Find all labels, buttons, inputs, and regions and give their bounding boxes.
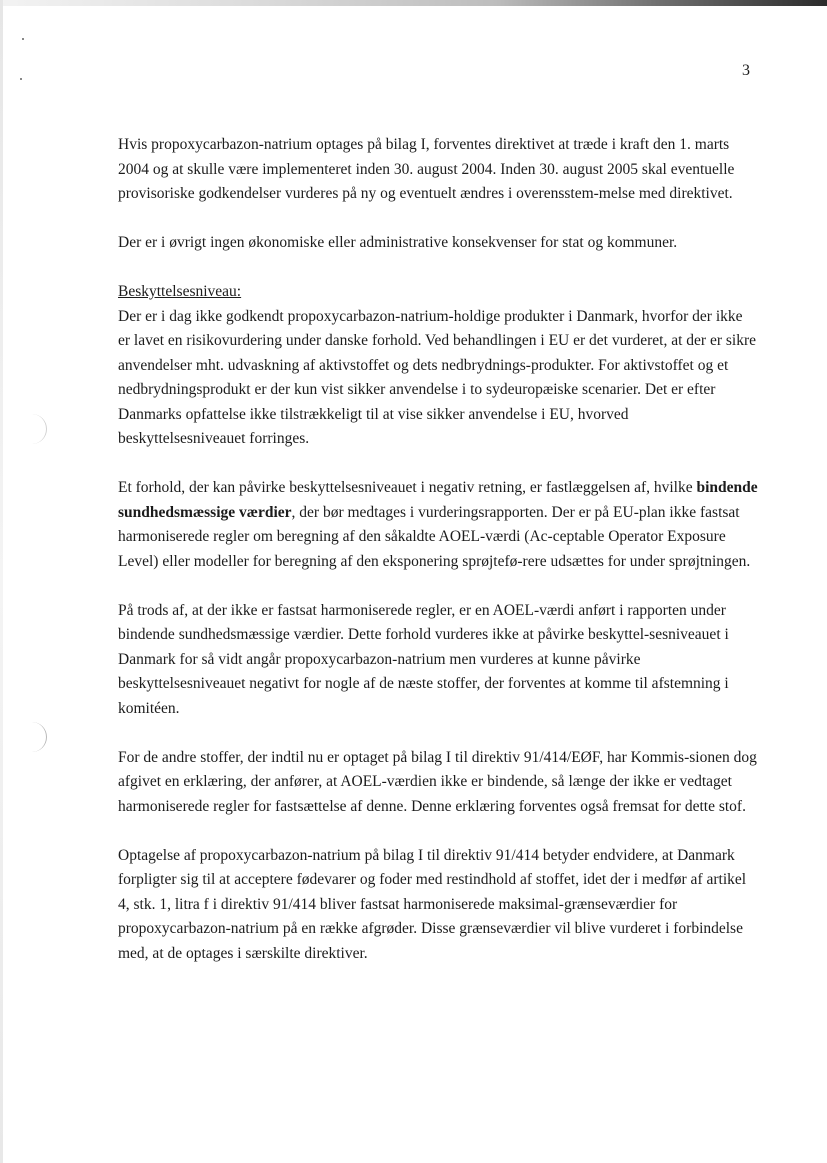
scan-edge-top [0,0,827,6]
text-fragment: , der bør medtages i vurderingsrapporten. Der er på EU-plan ikke fastsat harmoniserede regler om beregning af den såkaldte AOEL-værdi (Ac-ceptable Operator Exposure Level) eller modeller for beregning af den eksponering sprøjtefø-rere udsættes for under sprøjtningen. [118,503,751,570]
scan-speck [20,78,22,80]
paragraph-aoel: På trods af, at der ikke er fastsat harmoniserede regler, er en AOEL-værdi anført i rapporten under bindende sundhedsmæssige værdier. Dette forhold vurderes ikke at påvirke beskyttel-sesniveauet i Danmark for så vidt angår propoxycarbazon-natrium men vurderes at kunne påvirke beskyttelsesniveauet negativt for nogle af de næste stoffer, der forventes at komme til afstemning i komitéen. [118,601,729,717]
punch-hole-mark [30,414,47,444]
paragraph-risk-assessment: Der er i dag ikke godkendt propoxycarbazon-natrium-holdige produkter i Danmark, hvorfor der ikke er lavet en risikovurdering under danske forhold. Ved behandlingen i EU er det vurderet, at der er sikre anvendelser mht. udvaskning af aktivstoffet og dets nedbrydnings-produkter. For aktivstoffet og et nedbrydningsprodukt er der kun vist sikker anvendelse i to sydeuropæiske scenarier. Det er efter Danmarks opfattelse ikke tilstrækkeligt til at vise sikker anvendelse i EU, hvorved beskyttelsesniveauet forringes. [118,307,757,447]
scan-edge-left [0,0,3,1163]
paragraph-residue-limits: Optagelse af propoxycarbazon-natrium på bilag I til direktiv 91/414 betyder endvidere, at Danmark forpligter sig til at acceptere fødevarer og foder med restindhold af stoffet, idet der i medfør af artikel 4, stk. 1, litra f i direktiv 91/414 bliver fastsat harmoniserede maksimal-grænseværdier for propoxycarbazon-natrium på en række afgrøder. Disse grænseværdier vil blive vurderet i forbindelse med, at de optages i særskilte direktiver. [118,846,747,962]
bold-term: bindende sundhedsmæssige værdier [118,479,758,521]
paragraph-consequences: Der er i øvrigt ingen økonomiske eller administrative konsekvenser for stat og kommuner. [118,234,678,251]
paragraph-health-values [118,476,758,574]
paragraph-implementation: Hvis propoxycarbazon-natrium optages på bilag I, forventes direktivet at træde i kraft den 1. marts 2004 og at skulle være implementeret inden 30. august 2004. Inden 30. august 2005 skal eventuelle provisoriske godkendelser vurderes på ny og eventuelt ændres i overensstem-melse med direktivet. [118,136,735,202]
punch-hole-mark [30,722,47,752]
document-body [118,133,758,991]
paragraph-commission-statement: For de andre stoffer, der indtil nu er optaget på bilag I til direktiv 91/414/EØF, har Kommis-sionen dog afgivet en erklæring, der anfører, at AOEL-værdien ikke er bindende, så længe der ikke er vedtaget harmoniserede regler for fastsættelse af denne. Denne erklæring forventes også fremsat for dette stof. [118,748,757,815]
page-number: 3 [742,62,750,79]
text-fragment: Et forhold, der kan påvirke beskyttelsesniveauet i negativ retning, er fastlæggelsen af, hvilke [118,479,697,496]
scan-speck [22,38,24,40]
section-heading-protection-level: Beskyttelsesniveau: [118,283,242,300]
